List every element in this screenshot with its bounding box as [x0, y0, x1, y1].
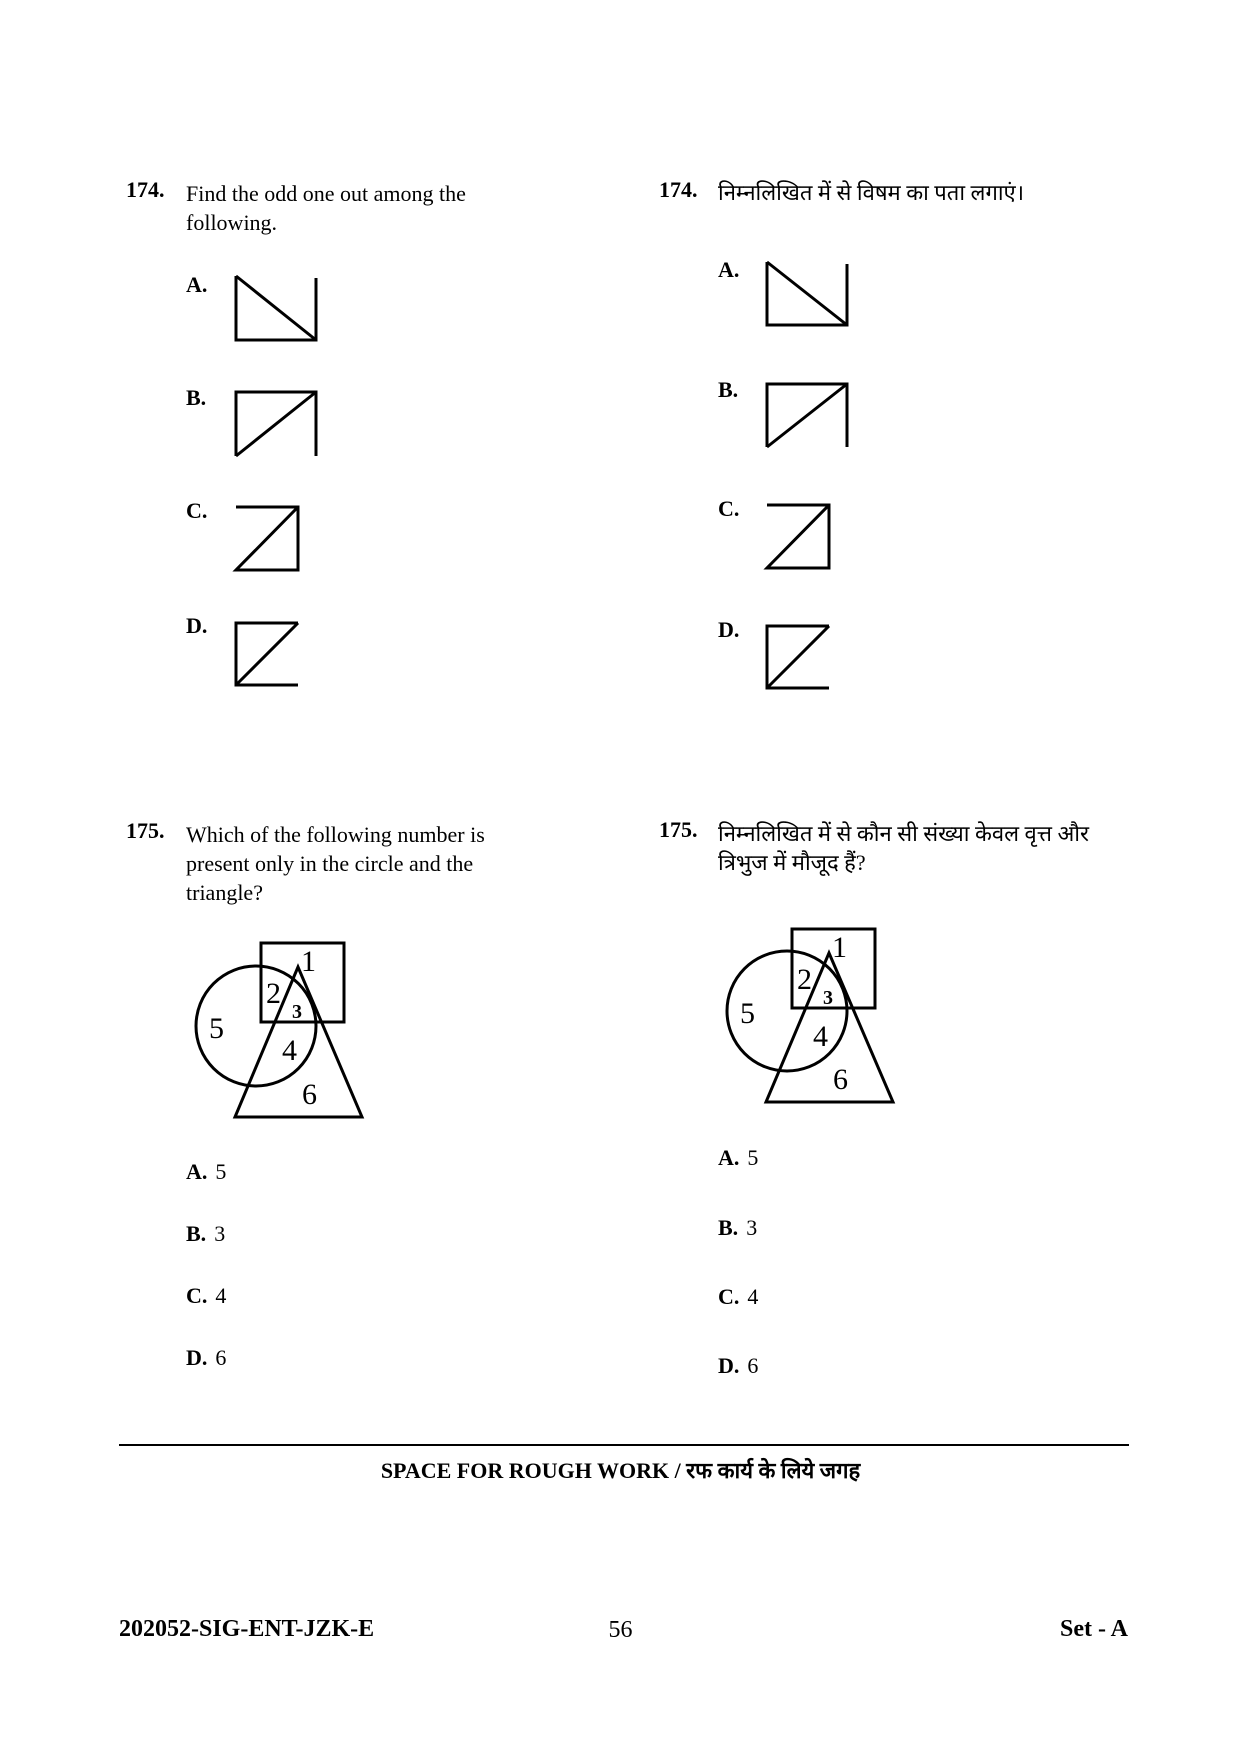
footer-paper-code: 202052-SIG-ENT-JZK-E — [119, 1616, 375, 1642]
q175-option-c-value-hi: 4 — [747, 1284, 759, 1309]
q175-option-a-en — [186, 1159, 226, 1185]
q174-number-hi: 174. — [659, 177, 698, 202]
venn-number-5-hi: 5 — [740, 997, 755, 1030]
venn-number-4-en: 4 — [282, 1034, 297, 1067]
q175-option-a-hi — [718, 1145, 758, 1171]
q175-option-a-value-hi: 5 — [747, 1145, 759, 1170]
q174-option-b-label-hi: B. — [718, 377, 739, 402]
q175-option-d-value-hi: 6 — [747, 1353, 759, 1378]
q175-number-en: 175. — [126, 818, 165, 843]
q174-option-a-label-en: A. — [186, 272, 208, 297]
footer-page-number: 56 — [608, 1617, 633, 1643]
q175-option-c-hi — [718, 1284, 758, 1310]
q175-option-b-value-en: 3 — [214, 1221, 226, 1246]
q174-option-b-label-en: B. — [186, 385, 207, 410]
q174-question-hi: निम्नलिखित में से विषम का पता लगाएं। — [718, 180, 1025, 205]
q175-option-a-value-en: 5 — [215, 1159, 227, 1184]
q174-option-d-label-en: D. — [186, 613, 208, 638]
venn-number-2-en: 2 — [266, 977, 281, 1010]
q175-option-d-hi — [718, 1353, 758, 1379]
q175-option-a-label-hi: A. — [718, 1145, 740, 1170]
q175-option-b-label-hi: B. — [718, 1215, 739, 1240]
q175-option-c-value-en: 4 — [215, 1283, 227, 1308]
q175-question-en: Which of the following number is present only in the circle and the triangle? — [186, 822, 485, 905]
q175-option-b-en — [186, 1221, 225, 1247]
rough-work-divider — [119, 1444, 1129, 1446]
venn-number-2-hi: 2 — [797, 963, 812, 996]
q175-option-c-label-en: C. — [186, 1283, 208, 1308]
q175-option-d-label-hi: D. — [718, 1353, 740, 1378]
q174-option-c-label-hi: C. — [718, 496, 740, 521]
venn-number-6-en: 6 — [302, 1078, 317, 1111]
venn-number-3-hi: 3 — [823, 987, 833, 1009]
q174-number-en: 174. — [126, 177, 165, 202]
q175-option-d-label-en: D. — [186, 1345, 208, 1370]
q175-option-b-hi — [718, 1215, 757, 1241]
q175-option-b-value-hi: 3 — [746, 1215, 758, 1240]
venn-number-4-hi: 4 — [813, 1020, 828, 1053]
q174-option-d-label-hi: D. — [718, 617, 740, 642]
venn-number-6-hi: 6 — [833, 1063, 848, 1096]
venn-number-1-hi: 1 — [832, 931, 847, 964]
q174-question-en: Find the odd one out among the following. — [186, 181, 466, 235]
footer-set: Set - A — [1060, 1616, 1128, 1642]
venn-number-1-en: 1 — [301, 945, 316, 978]
q175-option-c-label-hi: C. — [718, 1284, 740, 1309]
q175-number-hi: 175. — [659, 817, 698, 842]
q174-option-c-label-en: C. — [186, 498, 208, 523]
rough-work-heading: SPACE FOR ROUGH WORK / रफ कार्य के लिये जगह — [380, 1458, 861, 1483]
q175-option-c-en — [186, 1283, 226, 1309]
venn-number-3-en: 3 — [292, 1001, 302, 1023]
q175-option-a-label-en: A. — [186, 1159, 208, 1184]
q175-option-d-value-en: 6 — [215, 1345, 227, 1370]
venn-number-5-en: 5 — [209, 1012, 224, 1045]
q175-option-b-label-en: B. — [186, 1221, 207, 1246]
q175-option-d-en — [186, 1345, 226, 1371]
q175-question-hi: निम्नलिखित में से कौन सी संख्या केवल वृत्त और त्रिभुज में मौजूद हैं? — [718, 821, 1089, 875]
q174-option-a-label-hi: A. — [718, 257, 740, 282]
